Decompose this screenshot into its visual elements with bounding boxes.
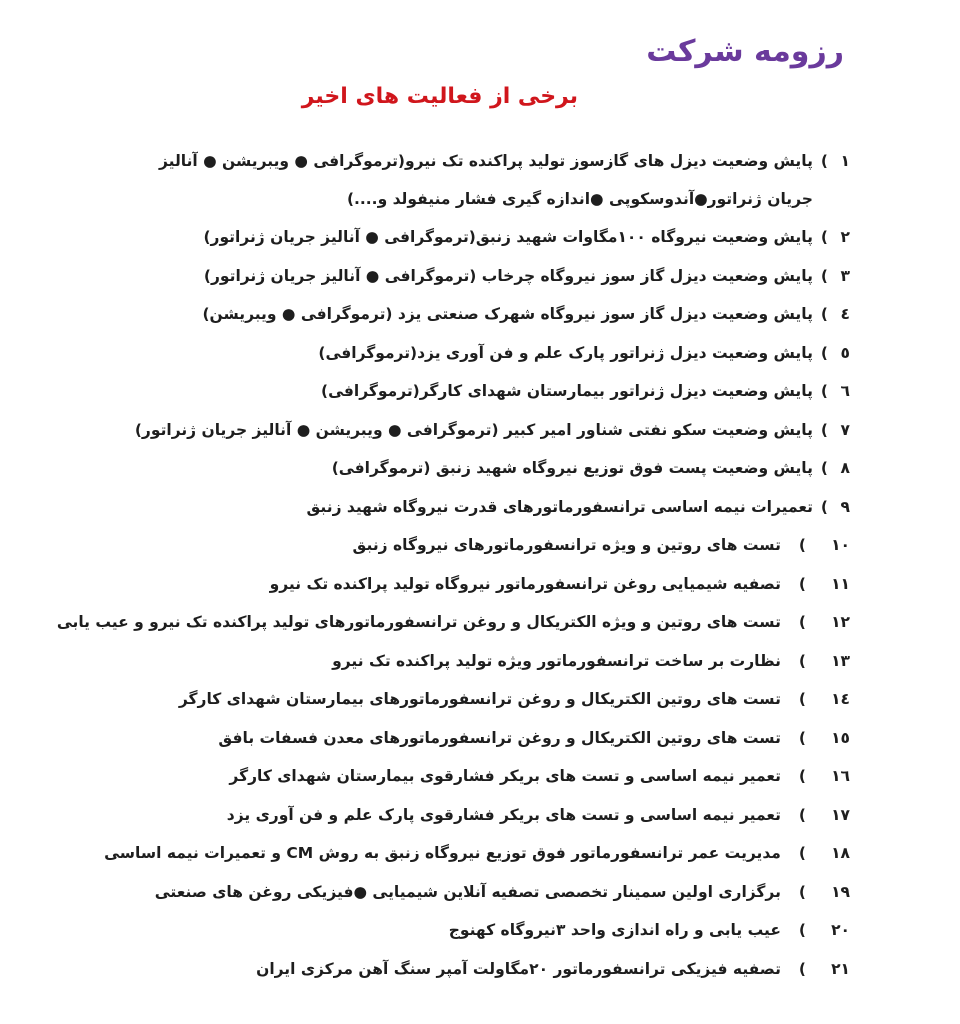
activity-item-19 xyxy=(110,873,850,912)
item-number: ۱٥ xyxy=(831,728,850,747)
item-text: تصفیه شیمیایی روغن ترانسفورماتور نیروگاه تولید پراکنده تک نیرو xyxy=(269,574,781,593)
item-text: تعمیر نیمه اساسی و تست های بریکر فشارقوی بیمارستان شهدای کارگر xyxy=(229,767,781,785)
item-text: تست های روتین و ویژه ترانسفورماتورهای نیروگاه زنبق xyxy=(352,536,781,554)
section-title: برخی از فعالیت های اخیر xyxy=(301,84,578,110)
item-text: پایش وضعیت دیزل ژنراتور پارک علم و فن آوری یزد(ترموگرافی) xyxy=(318,343,813,362)
item-marker: ) xyxy=(820,152,828,170)
activity-item-5 xyxy=(110,334,850,373)
item-text: پایش وضعیت دیزل های گازسوز تولید پراکنده تک نیرو(ترموگرافی ● ویبریشن ● آنالیز جریان ژنراتور●آندوسکوپی ●اندازه گیری فشار منیفولد و....) xyxy=(159,152,813,208)
item-marker: ) xyxy=(820,266,828,285)
item-number: ۹ xyxy=(840,497,850,516)
item-text: تست های روتین الکتریکال و روغن ترانسفورماتورهای معدن فسفات بافق xyxy=(218,728,781,747)
item-number: ۱۲ xyxy=(831,613,850,631)
item-number: ۱۱ xyxy=(831,574,850,593)
activity-item-20 xyxy=(110,911,850,950)
item-text: تست های روتین و ویژه الکتریکال و روغن ترانسفورماتورهای تولید پراکنده تک نیرو و عیب یابی xyxy=(56,613,781,631)
item-number: ۱۹ xyxy=(831,882,850,901)
item-number: ٦ xyxy=(840,382,850,400)
item-number: ۱٦ xyxy=(831,767,850,785)
item-number: ۲ xyxy=(840,228,850,246)
item-text: عیب یابی و راه اندازی واحد ۳نیروگاه کهنوج xyxy=(448,921,781,939)
activity-item-17 xyxy=(110,796,850,835)
page-title: رزومه شرکت xyxy=(646,34,844,70)
item-marker: ) xyxy=(820,343,828,362)
item-text: تست های روتین الکتریکال و روغن ترانسفورماتورهای بیمارستان شهدای کارگر xyxy=(178,690,781,708)
item-text: تعمیرات نیمه اساسی ترانسفورماتورهای قدرت نیروگاه شهید زنبق xyxy=(306,497,813,516)
item-number: ۷ xyxy=(840,420,850,439)
item-marker: ) xyxy=(820,305,828,323)
item-text: نظارت بر ساخت ترانسفورماتور ویژه تولید پراکنده تک نیرو xyxy=(332,651,781,670)
item-marker: ) xyxy=(820,420,828,439)
item-marker: ) xyxy=(820,382,828,400)
item-number: ۳ xyxy=(840,266,850,285)
item-number: ۱٤ xyxy=(831,690,850,708)
item-number: ٥ xyxy=(840,343,850,362)
item-marker: ) xyxy=(798,651,806,670)
activity-item-7 xyxy=(110,411,850,450)
item-marker: ) xyxy=(798,728,806,747)
item-marker: ) xyxy=(798,882,806,901)
item-text: پایش وضعیت دیزل گاز سوز نیروگاه چرخاب (ترموگرافی ● آنالیز جریان ژنراتور) xyxy=(203,266,813,285)
item-text: پایش وضعیت نیروگاه ۱۰۰مگاوات شهید زنبق(ترموگرافی ● آنالیز جریان ژنراتور) xyxy=(203,228,813,246)
item-text: برگزاری اولین سمینار تخصصی تصفیه آنلاین شیمیایی ●فیزیکی روغن های صنعتی xyxy=(154,882,781,901)
activity-item-18 xyxy=(104,834,850,873)
item-marker: ) xyxy=(820,459,828,477)
item-number: ۱۷ xyxy=(831,805,850,824)
item-marker: ) xyxy=(798,844,806,862)
item-text: تصفیه فیزیکی ترانسفورماتور ۲۰مگاولت آمپر سنگ آهن مرکزی ایران xyxy=(256,959,781,978)
item-text: پایش وضعیت دیزل گاز سوز نیروگاه شهرک صنعتی یزد (ترموگرافی ● ویبریشن) xyxy=(202,305,813,323)
item-marker: ) xyxy=(820,228,828,246)
item-text: پایش وضعیت پست فوق توزیع نیروگاه شهید زنبق (ترموگرافی) xyxy=(331,459,813,477)
activity-item-8 xyxy=(110,449,850,488)
item-number: ۱۰ xyxy=(831,536,850,554)
item-marker: ) xyxy=(798,690,806,708)
item-marker: ) xyxy=(798,959,806,978)
item-marker: ) xyxy=(798,536,806,554)
item-marker: ) xyxy=(798,574,806,593)
activity-item-15 xyxy=(110,719,850,758)
item-number: ۱۸ xyxy=(831,844,850,862)
item-text: مدیریت عمر ترانسفورماتور فوق توزیع نیروگاه زنبق به روش CM و تعمیرات نیمه اساسی xyxy=(104,844,781,862)
activity-item-2 xyxy=(110,218,850,257)
activity-item-16 xyxy=(110,757,850,796)
activity-item-13 xyxy=(110,642,850,681)
item-number: ۸ xyxy=(840,459,850,477)
item-marker: ) xyxy=(798,767,806,785)
item-number: ۱۳ xyxy=(831,651,850,670)
item-text: پایش وضعیت دیزل ژنراتور بیمارستان شهدای کارگر(ترموگرافی) xyxy=(321,382,813,400)
item-text: پایش وضعیت سکو نفتی شناور امیر کبیر (ترموگرافی ● ویبریشن ● آنالیز جریان ژنراتور) xyxy=(134,420,813,439)
activity-item-9 xyxy=(110,488,850,527)
item-marker: ) xyxy=(798,805,806,824)
activity-item-21 xyxy=(110,950,850,989)
activity-item-14 xyxy=(110,680,850,719)
activity-item-6 xyxy=(110,372,850,411)
item-number: ٤ xyxy=(840,305,850,323)
item-marker: ) xyxy=(798,921,806,939)
activity-item-12 xyxy=(56,603,850,642)
activity-item-11 xyxy=(110,565,850,604)
item-marker: ) xyxy=(798,613,806,631)
item-number: ۲۱ xyxy=(831,959,850,978)
activity-item-1 xyxy=(110,142,850,218)
activity-item-10 xyxy=(110,526,850,565)
activity-item-4 xyxy=(110,295,850,334)
item-number: ۱ xyxy=(840,152,850,170)
item-marker: ) xyxy=(820,497,828,516)
item-text: تعمیر نیمه اساسی و تست های بریکر فشارقوی پارک علم و فن آوری یزد xyxy=(226,805,781,824)
activity-list xyxy=(56,142,850,988)
activity-item-3 xyxy=(110,257,850,296)
item-number: ۲۰ xyxy=(831,921,850,939)
